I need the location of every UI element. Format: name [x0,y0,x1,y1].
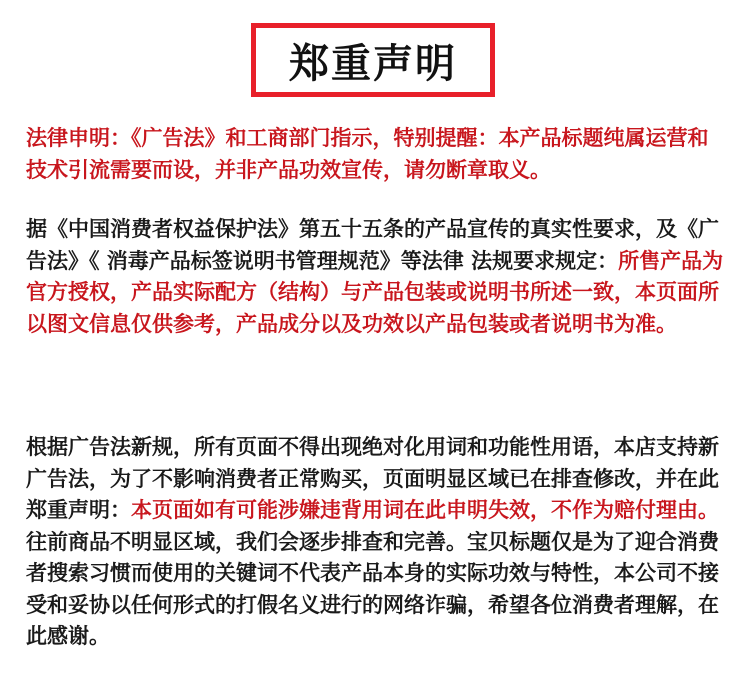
advertising-law-text-2: 往前商品不明显区域，我们会逐步排查和完善。宝贝标题仅是为了迎合消费者搜索习惯而使用的关键词不代表产品本身的实际功效与特性，本公司不接受和妥协以任何形式的打假名义进行的网络诈骗，希望各位消费者理解，在此感谢。 [26,529,719,648]
consumer-law-red-text: 所售产品为官方授权，产品实际配方（结构）与产品包装或说明书所述一致，本页面所以图文信息仅供参考，产品成分以及功效以产品包装或者说明书为准。 [26,248,724,336]
legal-notice-red-text: 法律申明：《广告法》和工商部门指示，特别提醒：本产品标题纯属运营和技术引流需要而设，并非产品功效宣传，请勿断章取义。 [26,126,709,182]
advertising-law-text-1: 根据广告法新规，所有页面不得出现绝对化用词和功能性用语，本店支持新广告法，为了不影响消费者正常购买，页面明显区域已在排查修改，并在此郑重声明： [26,435,719,522]
consumer-law-text: 据《中国消费者权益保护法》第五十五条的产品宣传的真实性要求，及《广告法》《 消毒产品标签说明书管理规范》等法律 法规要求规定： [26,217,719,273]
consumer-law-paragraph [26,214,726,340]
advertising-law-red-text: 本页面如有可能涉嫌违背用词在此申明失效，不作为赔付理由。 [131,498,719,522]
legal-notice-paragraph [26,123,726,186]
page-title: 郑重声明 [289,40,457,87]
advertising-law-paragraph [26,432,726,653]
title-box [251,23,495,97]
